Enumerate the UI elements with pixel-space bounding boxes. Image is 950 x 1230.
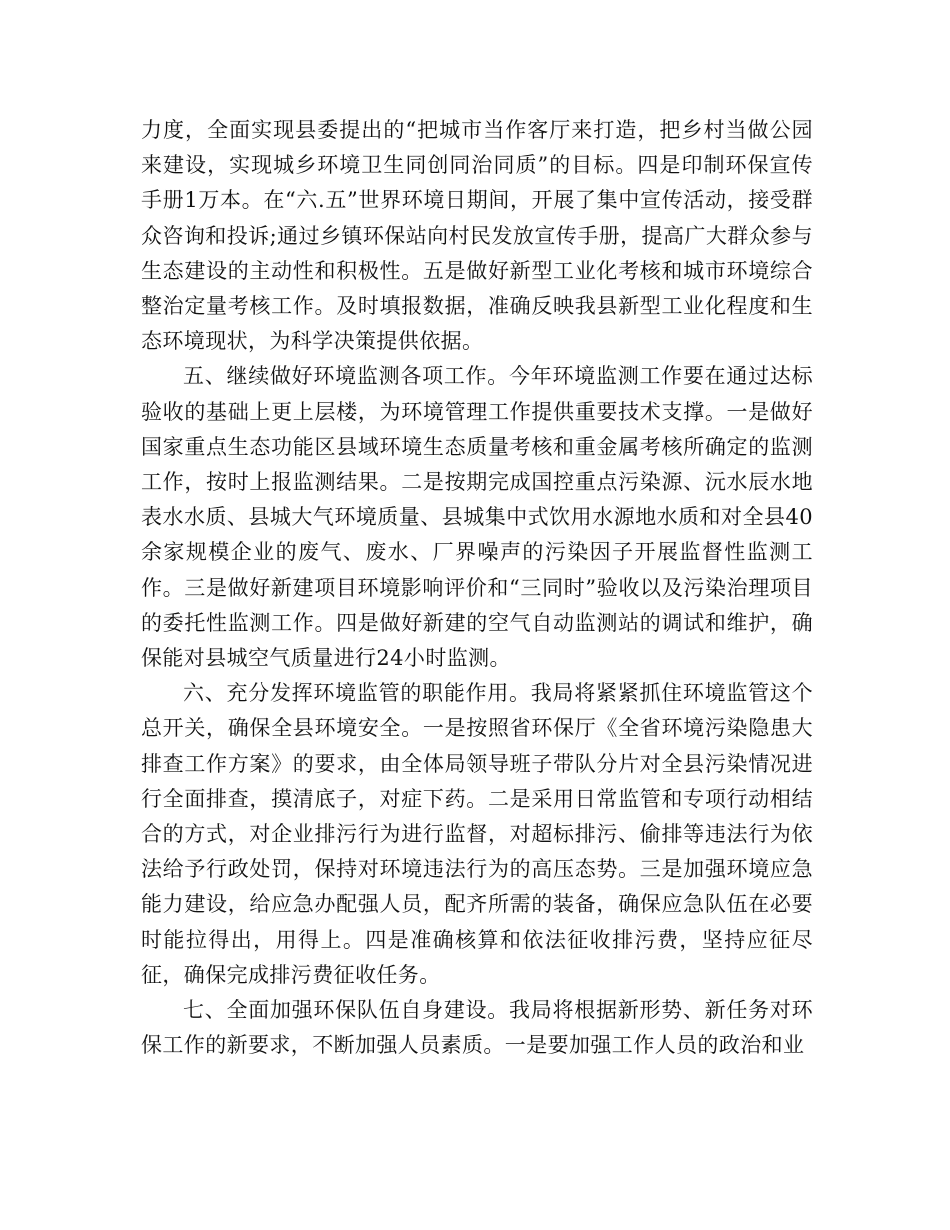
document-body xyxy=(141,113,813,1063)
paragraph-section-7: 七、全面加强环保队伍自身建设。我局将根据新形势、新任务对环保工作的新要求，不断加强人员素质。一是要加强工作人员的政治和业 xyxy=(141,998,813,1058)
paragraph-section-6: 六、充分发挥环境监管的职能作用。我局将紧紧抓住环境监管这个总开关，确保全县环境安全。一是按照省环保厅《全省环境污染隐患大排查工作方案》的要求，由全体局领导班子带队分片对全县污染情况进行全面排查，摸清底子，对症下药。二是采用日常监管和专项行动相结合的方式，对企业排污行为进行监督，对超标排污、偷排等违法行为依法给予行政处罚，保持对环境违法行为的高压态势。三是加强环境应急能力建设，给应急办配强人员，配齐所需的装备，确保应急队伍在必要时能拉得出，用得上。四是准确核算和依法征收排污费，坚持应征尽征，确保完成排污费征收任务。 xyxy=(141,681,813,987)
paragraph-section-5: 五、继续做好环境监测各项工作。今年环境监测工作要在通过达标验收的基础上更上层楼，为环境管理工作提供重要技术支撑。一是做好国家重点生态功能区县域环境生态质量考核和重金属考核所确定的监测工作，按时上报监测结果。二是按期完成国控重点污染源、沅水辰水地表水水质、县城大气环境质量、县城集中式饮用水源地水质和对全县40余家规模企业的废气、废水、厂界噪声的污染因子开展监督性监测工作。三是做好新建项目环境影响评价和“三同时”验收以及污染治理项目的委托性监测工作。四是做好新建的空气自动监测站的调试和维护，确保能对县城空气质量进行24小时监测。 xyxy=(141,364,813,671)
paragraph-continued: 力度，全面实现县委提出的“把城市当作客厅来打造，把乡村当做公园来建设，实现城乡环境卫生同创同治同质”的目标。四是印制环保宣传手册1万本。在“六.五”世界环境日期间，开展了集中宣传活动，接受群众咨询和投诉;通过乡镇环保站向村民发放宣传手册，提高广大群众参与生态建设的主动性和积极性。五是做好新型工业化考核和城市环境综合整治定量考核工作。及时填报数据，准确反映我县新型工业化程度和生态环境现状，为科学决策提供依据。 xyxy=(141,118,813,354)
